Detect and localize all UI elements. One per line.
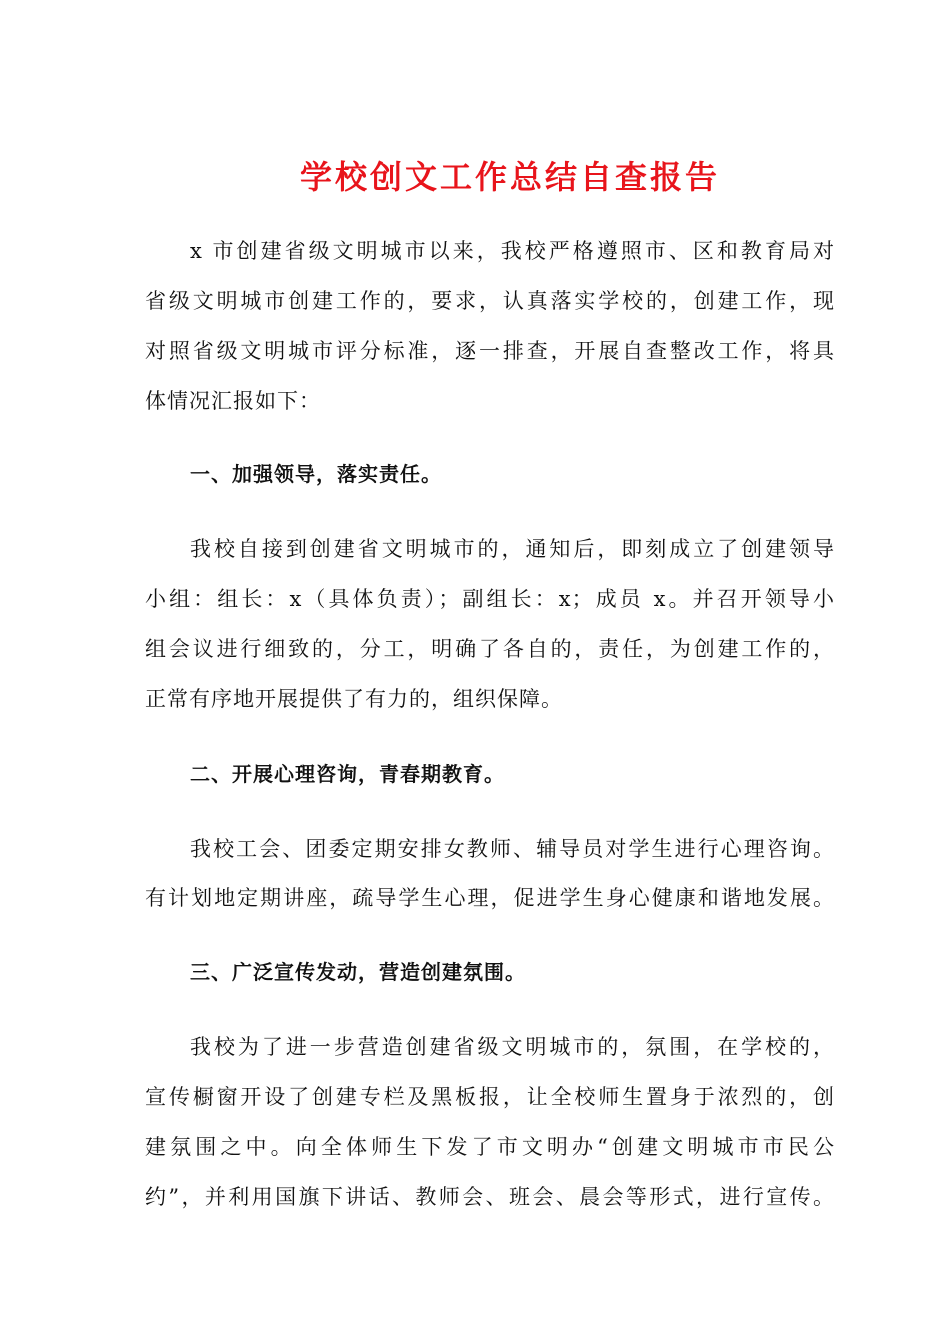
- paragraph-line: 正常有序地开展提供了有力的，组织保障。: [145, 687, 563, 711]
- document-title: 学校创文工作总结自查报告: [299, 158, 720, 196]
- paragraph-line: 约”，并利用国旗下讲话、教师会、班会、晨会等形式，进行宣传。: [145, 1185, 835, 1209]
- section-heading: 三、广泛宣传发动，营造创建氛围。: [190, 960, 526, 984]
- paragraph-line: 小组：组长：x（具体负责）；副组长：x；成员 x。并召开领导小: [145, 587, 835, 611]
- paragraph-line: 体情况汇报如下：: [145, 389, 321, 413]
- paragraph-line: 对照省级文明城市评分标准，逐一排查，开展自查整改工作，将具: [145, 339, 835, 363]
- section-heading: 二、开展心理咨询，青春期教育。: [190, 762, 505, 786]
- paragraph-line: 我校自接到创建省文明城市的，通知后，即刻成立了创建领导: [190, 537, 835, 561]
- paragraph-line: 有计划地定期讲座，疏导学生心理，促进学生身心健康和谐地发展。: [145, 886, 835, 910]
- paragraph-line: 我校工会、团委定期安排女教师、辅导员对学生进行心理咨询。: [190, 837, 835, 861]
- paragraph-line: 我校为了进一步营造创建省级文明城市的，氛围，在学校的，: [190, 1035, 835, 1059]
- paragraph-line: 省级文明城市创建工作的，要求，认真落实学校的，创建工作，现: [145, 289, 835, 313]
- paragraph-line: x 市创建省级文明城市以来，我校严格遵照市、区和教育局对: [190, 239, 835, 263]
- paragraph-line: 建氛围之中。向全体师生下发了市文明办“创建文明城市市民公: [145, 1135, 835, 1159]
- section-heading: 一、加强领导，落实责任。: [190, 462, 442, 486]
- paragraph-line: 宣传橱窗开设了创建专栏及黑板报，让全校师生置身于浓烈的，创: [145, 1085, 835, 1109]
- paragraph-line: 组会议进行细致的，分工，明确了各自的，责任，为创建工作的，: [145, 637, 835, 661]
